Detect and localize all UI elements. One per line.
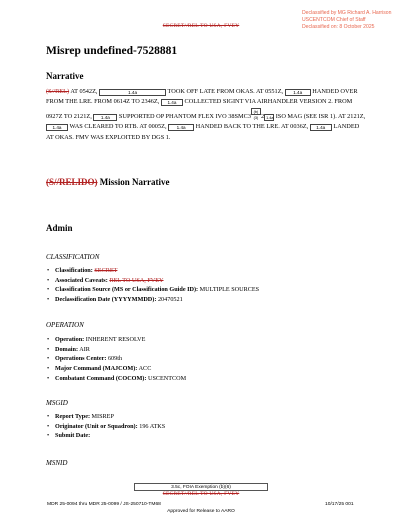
field-classification	[47, 266, 259, 276]
narrative-text-7: ISO MAG (SEE ISR 1). AT 2121Z,	[274, 112, 366, 120]
field-operations-center	[47, 354, 186, 364]
banner-text: SECRET//REL TO USA, FVEY	[162, 491, 240, 497]
redaction-box: 1.4a	[46, 124, 68, 131]
declassification-stamp	[302, 10, 400, 31]
field-label: Operations Center:	[55, 355, 107, 363]
banner-text: SECRET//REL TO USA, FVEY	[162, 23, 240, 29]
field-declassification-date	[47, 295, 259, 305]
narrative-text-1: AT 0542Z,	[69, 88, 100, 95]
redaction-box: 1.4a	[99, 89, 166, 96]
field-label: Operation:	[55, 336, 85, 343]
field-label: Report Type:	[55, 413, 90, 420]
field-cocom	[47, 374, 186, 384]
field-value: AIR	[79, 345, 90, 353]
foia-exemption-box: 3.5c, FOIA Exemption (b)(6)	[134, 483, 268, 491]
redaction-box: 1.4a	[93, 114, 117, 121]
field-label: Domain:	[55, 345, 79, 353]
operation-subheading: OPERATION	[46, 321, 84, 329]
field-value: MISREP	[91, 413, 114, 420]
document-title: Misrep undefined-7528881	[46, 45, 178, 57]
field-classification-source	[47, 285, 259, 295]
narrative-text-2: TOOK OFF LATE FROM OKAS. AT 0551Z,	[166, 88, 285, 95]
msgid-list	[47, 412, 165, 441]
field-operation	[47, 335, 186, 345]
field-value: MULTIPLE SOURCES	[199, 286, 260, 294]
narrative-text-6: 2	[260, 112, 265, 120]
field-value: INHERENT RESOLVE	[85, 336, 146, 343]
field-value: 20470521	[157, 296, 183, 304]
redaction-box: 1.4a	[168, 124, 194, 131]
field-caveats	[47, 276, 259, 286]
narrative-text-9: HANDED BACK TO THE LRE. AT 0036Z,	[194, 123, 310, 131]
mission-heading-text: Mission Narrative	[97, 177, 170, 187]
narrative-text-4: COLLECTED SIGINT VIA AIRHANDLER VERSION 2. FROM 0927Z TO 2121Z,	[46, 98, 353, 120]
field-value: USCENTCOM	[147, 374, 187, 382]
redaction-box: 1.4a	[161, 99, 183, 106]
field-value: 196 ATKS	[139, 422, 166, 430]
footer-date-code: 10/17/25 001	[325, 502, 354, 507]
operation-list	[47, 335, 186, 384]
narrative-marking: (S//REL)	[46, 88, 70, 95]
field-label: Declassification Date (YYYYMMDD):	[55, 296, 157, 304]
footer-document-id: MDR 25-0094 thru MDR 25-0099 / JS-250710-TM68	[47, 502, 161, 507]
declass-line-1: Declassified by MG Richard A. Harrison	[302, 10, 392, 16]
msnid-subheading: MSNID	[46, 459, 68, 467]
field-label: Classification:	[55, 267, 93, 274]
field-majcom	[47, 364, 186, 374]
field-value: ACC	[138, 365, 152, 373]
field-value: SECRET	[94, 267, 118, 274]
field-value: REL TO USA, FVEY	[109, 276, 164, 284]
admin-heading: Admin	[46, 223, 73, 233]
classification-list	[47, 266, 259, 305]
narrative-paragraph	[46, 87, 366, 143]
declass-line-2: USCENTCOM Chief of Staff	[302, 17, 366, 23]
redaction-box: 1.4a	[310, 124, 332, 131]
narrative-text-3: HANDED OVER FROM THE LRE. FROM 0614Z TO 2346Z,	[46, 88, 358, 106]
narrative-text-8: WAS CLEARED TO RTB. AT 0005Z,	[68, 123, 169, 131]
redaction-box: 1.4a	[285, 89, 311, 96]
field-label: Submit Date:	[55, 432, 91, 440]
footer-release-note: Approved for Release to AARO	[167, 509, 235, 514]
mission-narrative-heading	[46, 177, 170, 187]
field-domain	[47, 345, 186, 355]
field-report-type	[47, 412, 165, 422]
narrative-text-10: LANDED AT OKAS. FMV WAS EXPLOITED BY DGS 1.	[46, 123, 360, 141]
field-label: Originator (Unit or Squadron):	[55, 422, 138, 430]
msgid-subheading: MSGID	[46, 399, 68, 407]
narrative-heading: Narrative	[46, 71, 84, 81]
redaction-box-small: (b)(3)	[251, 108, 261, 115]
field-submit-date	[47, 431, 165, 441]
field-label: Classification Source (MS or Classification Guide ID):	[55, 286, 199, 294]
classification-banner-bottom	[0, 491, 402, 497]
field-label: Associated Caveats:	[55, 276, 108, 284]
redaction-box-small: 1.4a	[266, 115, 274, 120]
field-label: Combatant Command (COCOM):	[55, 374, 147, 382]
classification-subheading: CLASSIFICATION	[46, 253, 100, 261]
field-label: Major Command (MAJCOM):	[55, 365, 138, 373]
field-originator	[47, 422, 165, 432]
mission-marking: (S//RELIDO)	[46, 177, 98, 187]
field-value: 609th	[107, 355, 123, 363]
narrative-text-5: SUPPORTED OP PHANTOM FLEX IVO 38SMC3	[117, 112, 251, 120]
declass-line-3: Declassified on: 8 October 2025	[302, 24, 375, 30]
